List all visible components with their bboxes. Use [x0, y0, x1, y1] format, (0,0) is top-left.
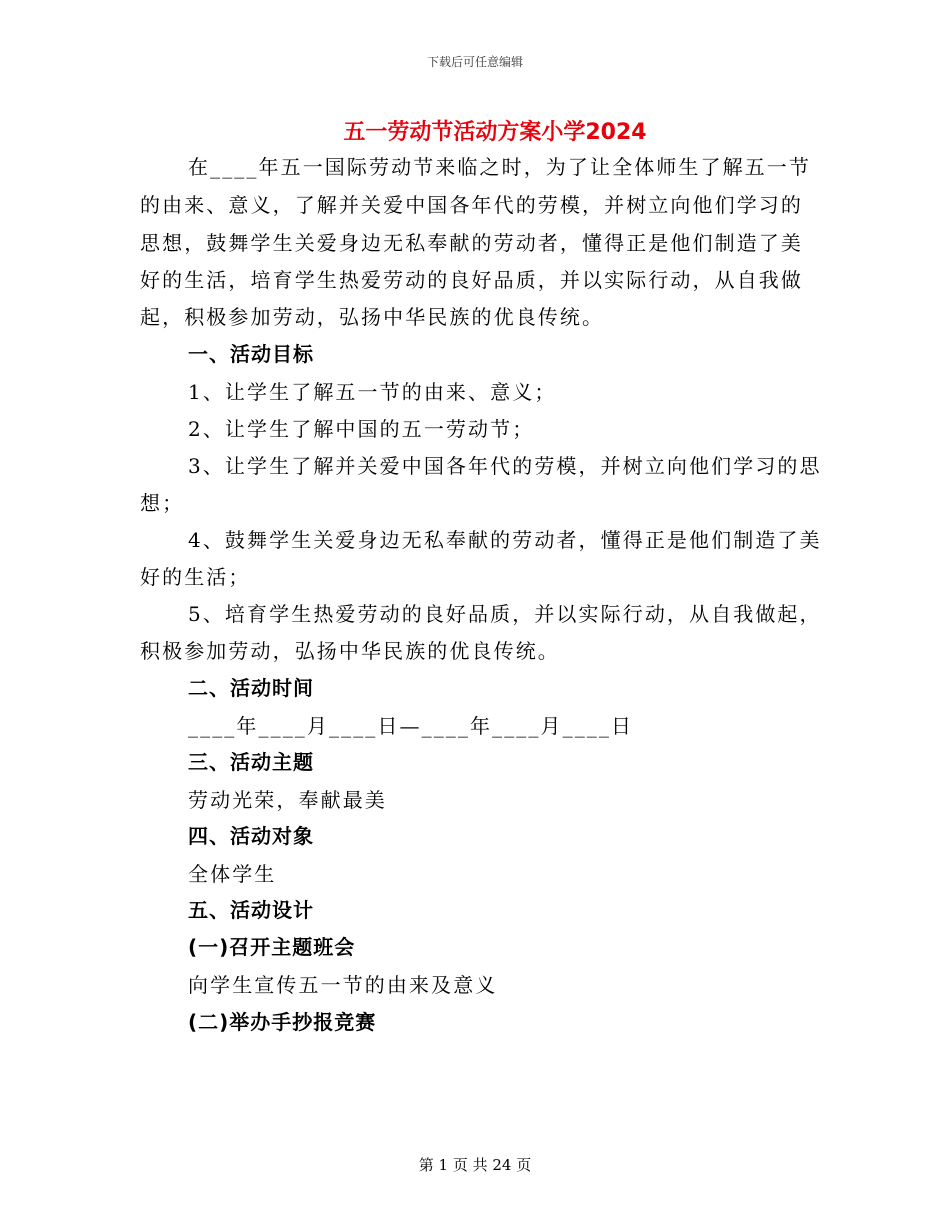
goal-item-4-cont: 好的生活； [140, 565, 251, 589]
intro-line-5: 起，积极参加劳动，弘扬中华民族的优良传统。 [140, 305, 605, 329]
header-note: 下载后可任意编辑 [426, 55, 523, 69]
document-title: 五一劳动节活动方案小学2024 [343, 120, 647, 145]
intro-line-1: 在____年五一国际劳动节来临之时，为了让全体师生了解五一节 [188, 155, 811, 179]
goal-item-1: 1、让学生了解五一节的由来、意义； [188, 380, 557, 404]
design-sub-heading-1: (一)召开主题班会 [188, 935, 356, 959]
section-heading-time: 二、活动时间 [188, 676, 314, 700]
time-text: ____年____月____日—____年____月____日 [188, 714, 634, 738]
section-heading-goals: 一、活动目标 [188, 342, 314, 366]
section-heading-theme: 三、活动主题 [188, 750, 314, 774]
intro-line-3: 思想，鼓舞学生关爱身边无私奉献的劳动者，懂得正是他们制造了美 [140, 231, 803, 255]
goal-item-3-cont: 想； [140, 491, 185, 515]
intro-line-4: 好的生活，培育学生热爱劳动的良好品质，并以实际行动，从自我做 [140, 268, 803, 292]
goal-item-3: 3、让学生了解并关爱中国各年代的劳模，并树立向他们学习的思 [188, 454, 822, 478]
goal-item-5: 5、培育学生热爱劳动的良好品质，并以实际行动，从自我做起， [188, 602, 822, 626]
theme-text: 劳动光荣，奉献最美 [188, 788, 387, 812]
design-sub-heading-2: (二)举办手抄报竞赛 [188, 1010, 377, 1034]
section-heading-audience: 四、活动对象 [188, 824, 314, 848]
page-footer: 第 1 页 共 24 页 [418, 1156, 532, 1174]
goal-item-2: 2、让学生了解中国的五一劳动节； [188, 417, 535, 441]
section-heading-design: 五、活动设计 [188, 898, 314, 922]
design-sub-text-1: 向学生宣传五一节的由来及意义 [188, 973, 498, 997]
audience-text: 全体学生 [188, 862, 277, 886]
intro-line-2: 的由来、意义，了解并关爱中国各年代的劳模，并树立向他们学习的 [140, 193, 803, 217]
goal-item-4: 4、鼓舞学生关爱身边无私奉献的劳动者，懂得正是他们制造了美 [188, 528, 822, 552]
goal-item-5-cont: 积极参加劳动，弘扬中华民族的优良传统。 [140, 639, 560, 663]
